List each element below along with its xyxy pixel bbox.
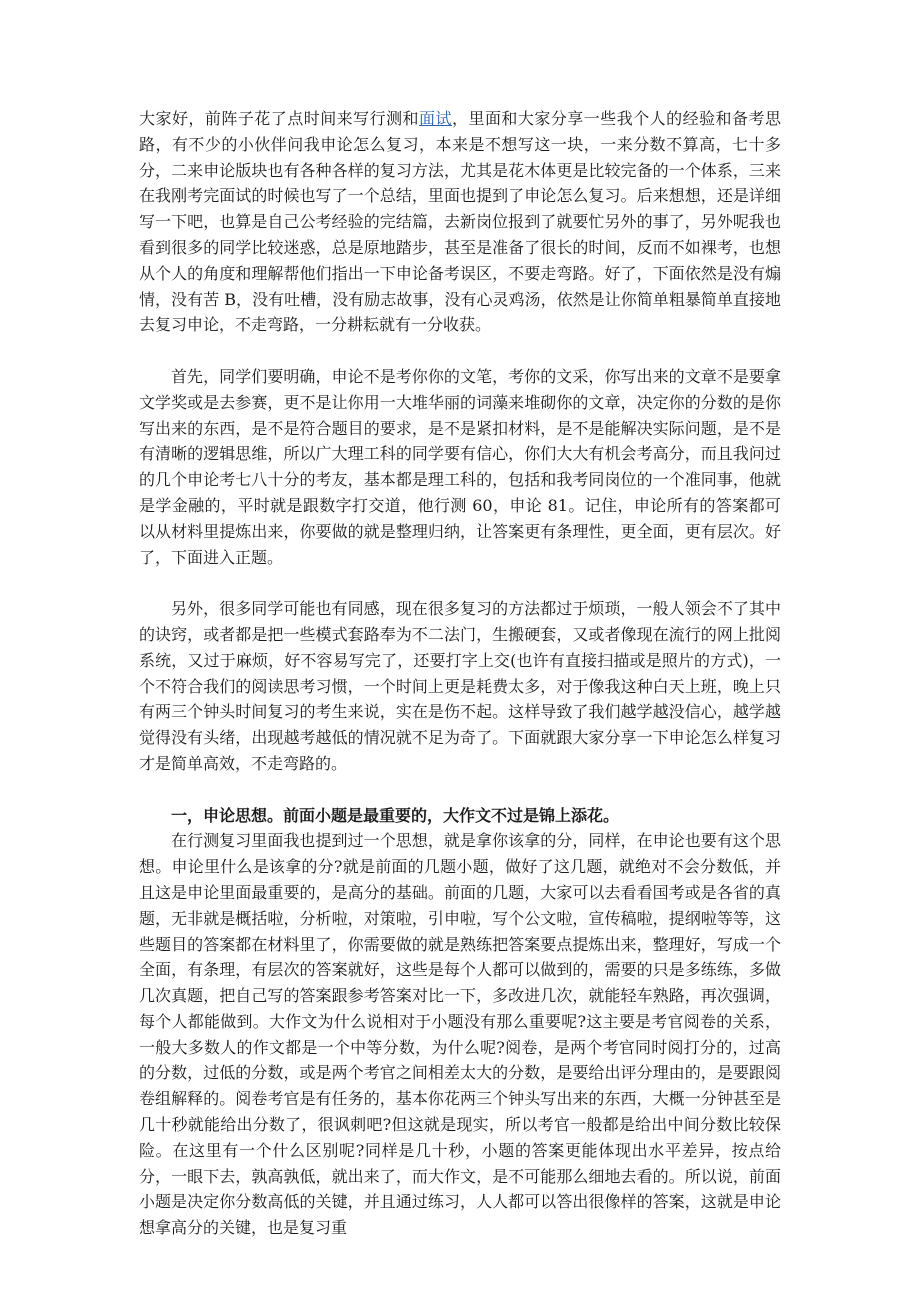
interview-link[interactable]: 面试 — [419, 109, 452, 128]
section-heading-1: 一，申论思想。前面小题是最重要的，大作文不过是锦上添花。 — [171, 805, 620, 825]
paragraph-second: 另外，很多同学可能也有同感，现在很多复习的方法都过于烦琐，一般人领会不了其中的诀窍，或者都是把一些模式套路奉为不二法门，生搬硬套，又或者像现在流行的网上批阅系统，又过于麻烦，好不容易写完了，还要打字上交(也许有直接扫描或是照片的方式)，一个不符合我们的阅读思考习惯，一个时间上更是耗费太多，对于像我这种白天上班，晚上只有两三个钟头时间复习的考生来说，实在是伤不起。这样导致了我们越学越没信心，越学越觉得没有头绪，出现越考越低的情况就不足为奇了。下面就跟大家分享一下申论怎么样复习才是简单高效，不走弯路的。 — [139, 599, 781, 773]
intro-text-after-link: ，里面和大家分享一些我个人的经验和备考思路，有不少的小伙伴问我申论怎么复习，本来是不想写这一块，一来分数不算高，七十多分，二来申论版块也有各种各样的复习方法，尤其是花木体更是比较完备的一个体系，三来在我刚考完面试的时候也写了一个总结，里面也提到了申论怎么复习。后来想想，还是详细写一下吧，也算是自己公考经验的完结篇，去新岗位报到了就要忙另外的事了，另外呢我也看到很多的同学比较迷惑，总是原地踏步，甚至是准备了很长的时间，反而不如裸考，也想从个人的角度和理解帮他们指出一下申论备考误区，不要走弯路。好了，下面依然是没有煽情，没有苦 B，没有吐槽，没有励志故事，没有心灵鸡汤，依然是让你简单粗暴简单直接地去复习申论，不走弯路，一分耕耘就有一分收获。 — [139, 109, 781, 335]
document-page — [139, 106, 781, 1241]
intro-paragraph — [139, 106, 781, 338]
paragraph-section-1: 在行测复习里面我也提到过一个思想，就是拿你该拿的分，同样，在申论也要有这个思想。申论里什么是该拿的分?就是前面的几题小题，做好了这几题，就绝对不会分数低，并且这是申论里面最重要的，是高分的基础。前面的几题，大家可以去看看国考或是各省的真题，无非就是概括啦，分析啦，对策啦，引申啦，写个公文啦，宣传稿啦，提纲啦等等，这些题目的答案都在材料里了，你需要做的就是熟练把答案要点提炼出来，整理好，写成一个全面，有条理，有层次的答案就好，这些是每个人都可以做到的，需要的只是多练练，多做几次真题，把自己写的答案跟参考答案对比一下，多改进几次，就能轻车熟路，再次强调，每个人都能做到。大作文为什么说相对于小题没有那么重要呢?这主要是考官阅卷的关系，一般大多数人的作文都是一个中等分数，为什么呢?阅卷，是两个考官同时阅打分的，过高的分数，过低的分数，或是两个考官之间相差太大的分数，是要给出评分理由的，是要跟阅卷组解释的。阅卷考官是有任务的，基本你花两三个钟头写出来的东西，大概一分钟甚至是几十秒就能给出分数了，很讽刺吧?但这就是现实，所以考官一般都是给出中间分数比较保险。在这里有一个什么区别呢?同样是几十秒，小题的答案更能体现出水平差异，按点给分，一眼下去，孰高孰低，就出来了，而大作文，是不可能那么细地去看的。所以说，前面小题是决定你分数高低的关键，并且通过练习，人人都可以答出很像样的答案，这就是申论想拿高分的关键，也是复习重 — [139, 831, 781, 1238]
paragraph-first: 首先，同学们要明确，申论不是考你你的文笔，考你的文采，你写出来的文章不是要拿文学奖或是去参赛，更不是让你用一大堆华丽的词藻来堆砌你的文章，决定你的分数的是你写出来的东西，是不是符合题目的要求，是不是紧扣材料，是不是能解决实际问题，是不是有清晰的逻辑思维，所以广大理工科的同学要有信心，你们大大有机会考高分，而且我问过的几个申论考七八十分的考友，基本都是理工科的，包括和我考同岗位的一个准同事，他就是学金融的，平时就是跟数字打交道，他行测 60，申论 81。记住，申论所有的答案都可以从材料里提炼出来，你要做的就是整理归纳，让答案更有条理性，更全面，更有层次。好了，下面进入正题。 — [139, 366, 781, 567]
intro-text-before-link: 大家好，前阵子花了点时间来写行测和 — [139, 109, 420, 128]
